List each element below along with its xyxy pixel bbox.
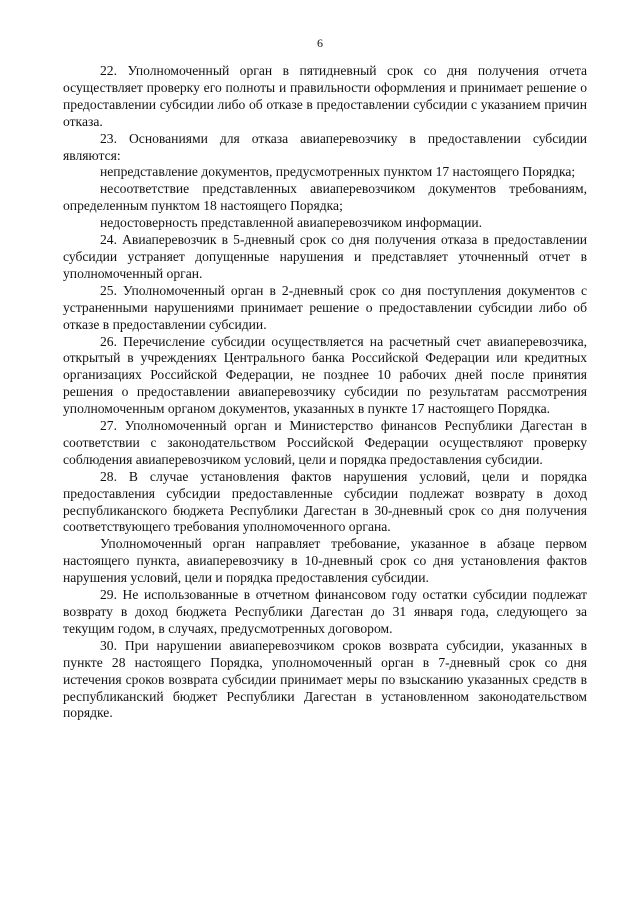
paragraph-25: 25. Уполномоченный орган в 2-дневный срок со дня поступления документов с устраненными нарушениями принимает решение о предоставлении субсидии либо об отказе в предоставлении субсидии. xyxy=(63,282,587,332)
paragraph-23-item-3: недостоверность представленной авиаперевозчиком информации. xyxy=(100,215,483,231)
paragraph-27: 27. Уполномоченный орган и Министерство финансов Республики Дагестан в соответствии с законодательством Российской Федерации осуществляют проверку соблюдения авиаперевозчиком условий, цели и порядка предоставления субсидии. xyxy=(63,418,587,467)
paragraph-29: 29. Не использованные в отчетном финансовом году остатки субсидии подлежат возврату в доход бюджета Республики Дагестан до 31 января года, следующего за текущим годом, в случаях, предусмотренных договором. xyxy=(63,587,587,636)
paragraph-28: 28. В случае установления фактов нарушения условий, цели и порядка предоставления субсидии предоставленные субсидии подлежат возврату в доход республиканского бюджета Республики Дагестан в 30-дневный срок со дня получения соответствующего требования уполномоченного органа. xyxy=(63,468,587,535)
paragraph-30: 30. При нарушении авиаперевозчиком сроков возврата субсидии, указанных в пункте 28 настоящего Порядка, уполномоченный орган в 7-дневный срок со дня истечения сроков возврата субсидии принимает меры по взысканию указанных средств в республиканский бюджет Республики Дагестан в установленном законодательством порядке. xyxy=(63,637,587,721)
paragraph-26: 26. Перечисление субсидии осуществляется на расчетный счет авиаперевозчика, открытый в учреждениях Центрального банка Российской Федерации или кредитных организациях Российской Федерации, не позднее 10 рабочих дней после принятия решения о предоставлении авиаперевозчику субсидии по результатам рассмотрения уполномоченным органом документов, указанных в пункте 17 настоящего Порядка. xyxy=(63,333,587,417)
paragraph-23: 23. Основаниями для отказа авиаперевозчику в предоставлении субсидии являются: xyxy=(63,130,587,163)
paragraph-23-item-1: непредставление документов, предусмотренных пунктом 17 настоящего Порядка; xyxy=(100,164,576,180)
paragraph-28-part-2: Уполномоченный орган направляет требование, указанное в абзаце первом настоящего пункта, авиаперевозчику в 10-дневный срок со дня установления фактов нарушения условий, цели и порядка предоставления субсидии. xyxy=(63,536,587,586)
paragraph-23-item-2: несоответствие представленных авиаперевозчиком документов требованиям, определенным пунктом 18 настоящего Порядка; xyxy=(63,181,587,214)
paragraph-24: 24. Авиаперевозчик в 5-дневный срок со дня получения отказа в предоставлении субсидии устраняет допущенные нарушения и представляет уточненный отчет в уполномоченный орган. xyxy=(63,232,587,281)
page-number: 6 xyxy=(317,36,323,50)
paragraph-22: 22. Уполномоченный орган в пятидневный срок со дня получения отчета осуществляет проверку его полноты и правильности оформления и принимает решение о предоставлении субсидии либо об отказе в предоставлении субсидии с указанием причин отказа. xyxy=(63,63,587,129)
document-body xyxy=(63,63,587,722)
